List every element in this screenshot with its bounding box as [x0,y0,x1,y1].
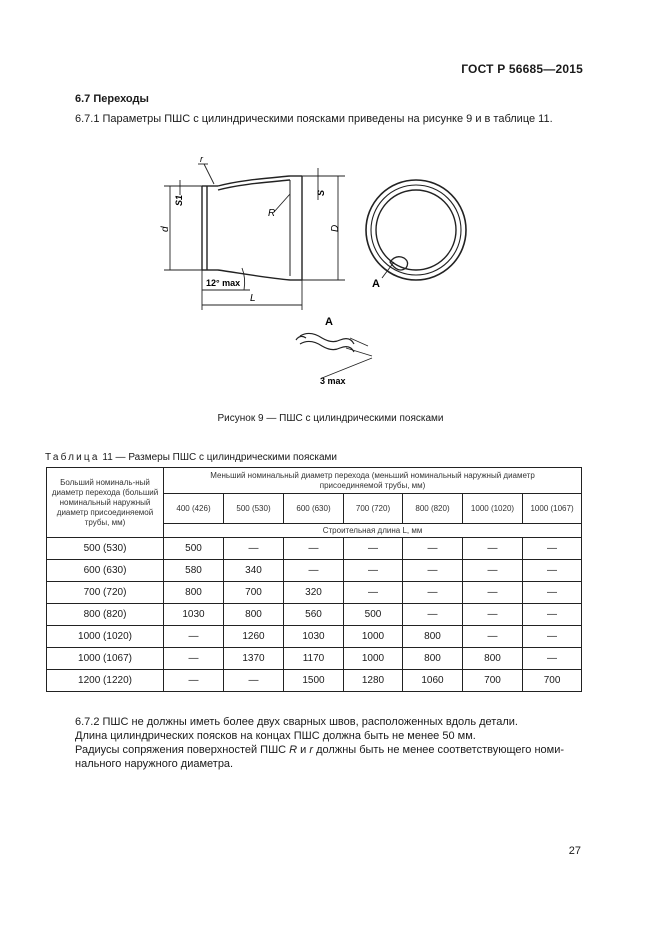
label-r: r [200,154,203,164]
table-cell: — [523,560,582,582]
table-11 [46,467,582,692]
table-cell: 580 [164,560,224,582]
row-label: 1000 (1020) [47,626,164,648]
table-caption [45,452,337,463]
table-cell: 1500 [284,670,344,692]
table-cell: 1030 [164,604,224,626]
table-cell: 800 [224,604,284,626]
table-cell: 500 [344,604,403,626]
table-cell: 1000 [344,648,403,670]
table-cell: — [403,604,463,626]
table-cell: 1280 [344,670,403,692]
table-row [47,582,582,604]
table-row [47,648,582,670]
radii-text-b: и [297,744,310,756]
section-title: 6.7 Переходы [75,93,149,105]
label-view-a: A [372,278,380,290]
label-L: L [250,293,256,304]
table-cell: 1370 [224,648,284,670]
table-cell: 340 [224,560,284,582]
paragraph-672: 6.7.2 ПШС не должны иметь более двух сварных швов, расположенных вдоль детали. [75,716,518,728]
table-cell: 1000 [344,626,403,648]
table-cell: — [164,626,224,648]
corner-header: Больший номиналь-ный диаметр перехода (больший номинальный наружный диаметр присоединяемой трубы, мм) [47,468,164,538]
table-cell: 700 [224,582,284,604]
label-detail-a: A [325,316,333,328]
table-cell: 800 [403,648,463,670]
col-header: 700 (720) [344,494,403,524]
table-cell: — [224,538,284,560]
table-cell: 1170 [284,648,344,670]
table-row [47,538,582,560]
row-label: 800 (820) [47,604,164,626]
table-cell: 1060 [403,670,463,692]
table-cell: — [523,626,582,648]
label-s1: S1 [174,194,184,206]
table-cell: — [403,538,463,560]
row-label: 500 (530) [47,538,164,560]
table-cell: 1260 [224,626,284,648]
intro-paragraph: 6.7.1 Параметры ПШС с цилиндрическими поясками приведены на рисунке 9 и в таблице 11. [75,113,553,125]
row-label: 1000 (1067) [47,648,164,670]
table-cell: — [463,538,523,560]
table-cell: — [344,582,403,604]
table-cell: — [403,582,463,604]
paragraph-radii-cont: нального наружного диаметра. [75,758,234,770]
label-s: S [316,189,326,196]
radii-R: R [289,744,298,756]
table-cell: — [463,560,523,582]
col-header: 400 (426) [164,494,224,524]
col-header: 500 (530) [224,494,284,524]
table-row [47,560,582,582]
table-cell: 700 [463,670,523,692]
table-cell: — [403,560,463,582]
table-cell: 1030 [284,626,344,648]
table-cell: 500 [164,538,224,560]
table-row [47,604,582,626]
table-row [47,670,582,692]
figure-caption: Рисунок 9 — ПШС с цилиндрическими поясками [217,413,444,424]
table-cell: — [523,604,582,626]
radii-r: r [309,744,314,756]
table-cell: — [224,670,284,692]
page-number: 27 [568,845,581,857]
label-3max: 3 max [320,376,346,386]
col-header: 600 (630) [284,494,344,524]
paragraph-radii [75,743,564,757]
row-label: 600 (630) [47,560,164,582]
table-cell: 700 [523,670,582,692]
col-header: 800 (820) [403,494,463,524]
table-cell: 800 [403,626,463,648]
table-cell: 800 [164,582,224,604]
table-cell: 320 [284,582,344,604]
table-cell: — [463,604,523,626]
paragraph-belt-length: Длина цилиндрических поясков на концах ПШС должна быть не менее 50 мм. [75,730,476,742]
table-cell: 560 [284,604,344,626]
label-D: D [330,224,341,232]
table-caption-rest: 11 — Размеры ПШС с цилиндрическими поясками [99,452,338,463]
label-R: R [268,208,276,219]
radii-text-a: Радиусы сопряжения поверхностей ПШС [75,744,290,756]
group-header: Меньший номинальный диаметр перехода (меньший номинальный наружный диаметр присоединяемой трубы, мм) [164,468,582,494]
row-label: 700 (720) [47,582,164,604]
figure-9-drawing [150,150,480,395]
table-cell: — [284,560,344,582]
subheader: Строительная длина L, мм [164,524,582,538]
end-view-rings [366,180,466,280]
table-cell: — [523,648,582,670]
detail-a-seam [296,333,372,378]
table-row [47,626,582,648]
table-cell: — [164,670,224,692]
table-cell: — [344,560,403,582]
standard-code: ГОСТ Р 56685—2015 [461,62,583,76]
table-cell: — [284,538,344,560]
table-cell: — [463,626,523,648]
label-d: d [160,226,171,232]
table-cell: — [344,538,403,560]
table-cell: 800 [463,648,523,670]
table-cell: — [523,582,582,604]
table-cell: — [164,648,224,670]
col-header: 1000 (1067) [523,494,582,524]
row-label: 1200 (1220) [47,670,164,692]
table-cell: — [523,538,582,560]
radii-text-c: должны быть не менее соответствующего номи- [313,744,565,756]
col-header: 1000 (1020) [463,494,523,524]
table-caption-prefix: Таблица [45,452,100,463]
label-angle: 12° max [206,278,241,288]
table-cell: — [463,582,523,604]
